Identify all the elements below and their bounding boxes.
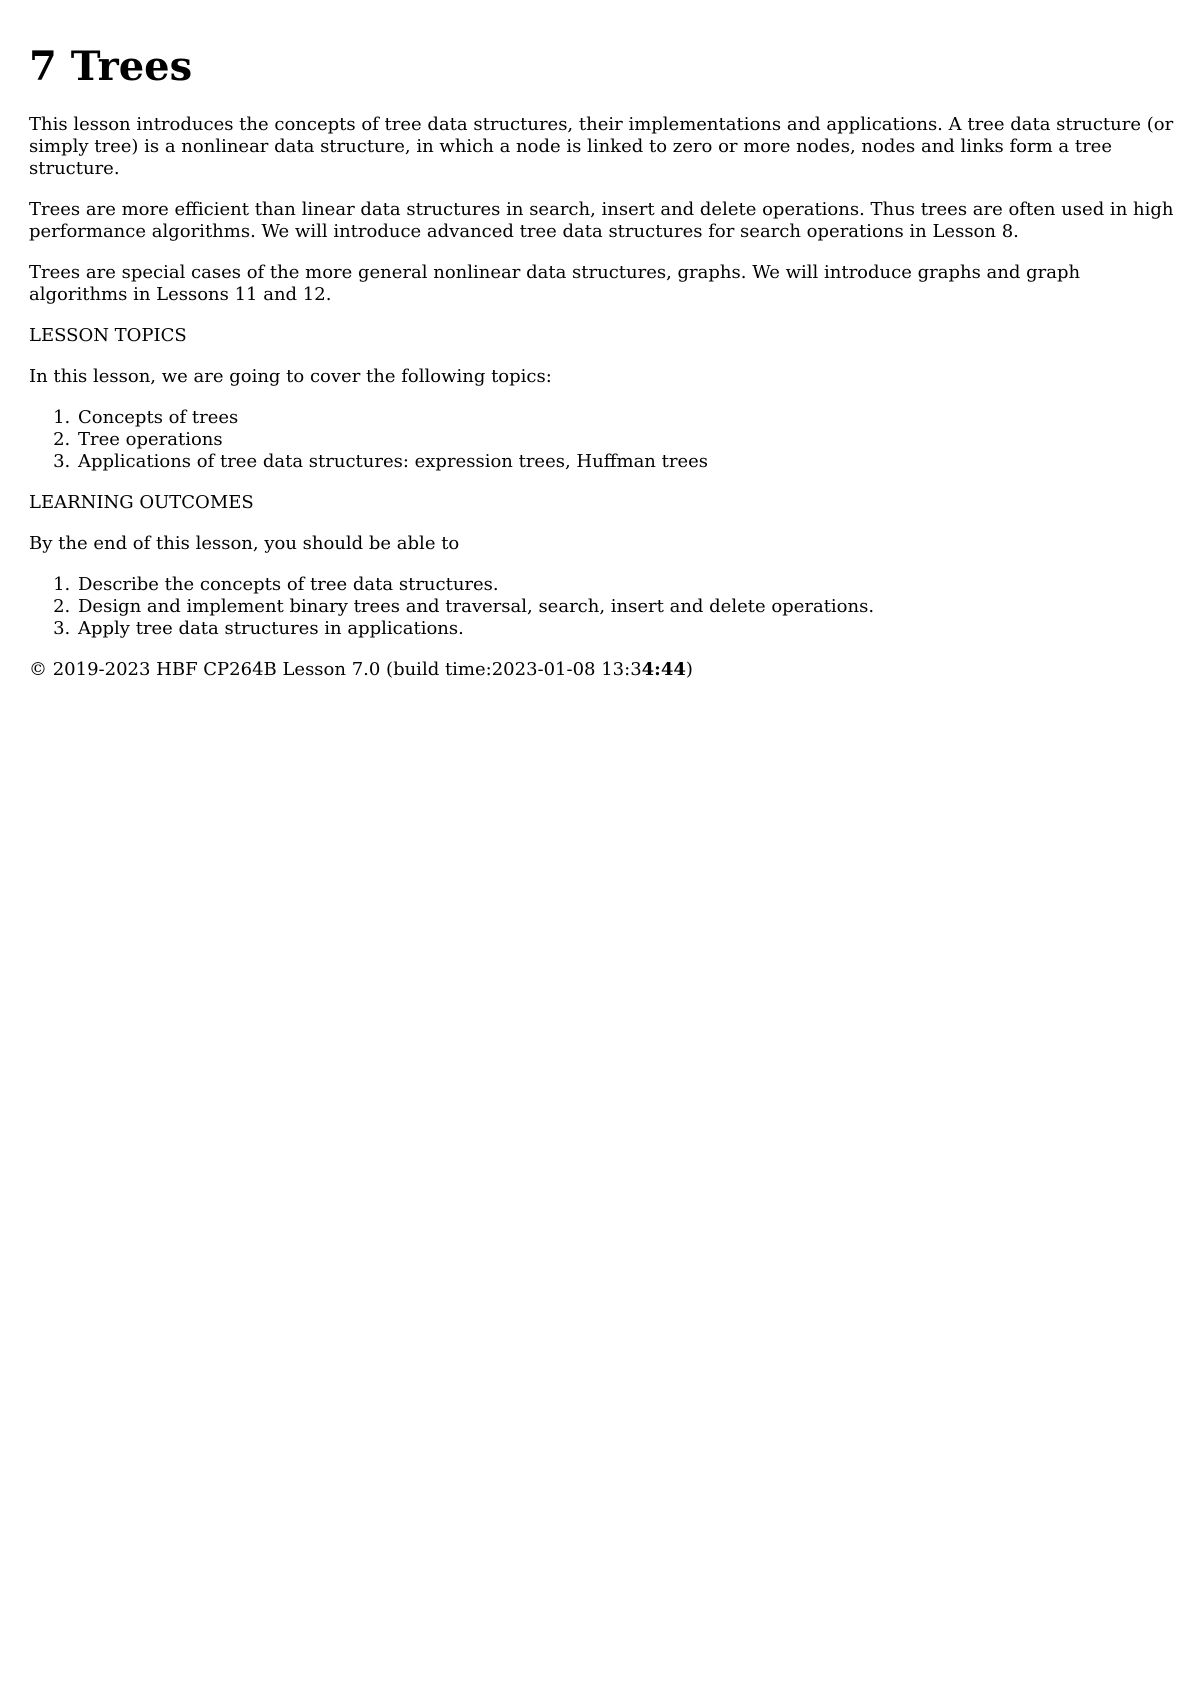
lesson-page bbox=[29, 40, 1179, 681]
page-title: 7 Trees bbox=[29, 43, 193, 90]
intro-paragraph-3: Trees are special cases of the more general nonlinear data structures, graphs. We will introduce graphs and graph algorithms in Lessons 11 and 12. bbox=[29, 262, 1081, 305]
intro-paragraph-1: This lesson introduces the concepts of tree data structures, their implementations and applications. A tree data structure (or simply tree) is a nonlinear data structure, in which a node is linked to zero or more nodes, nodes and links form a tree structure. bbox=[29, 114, 1174, 179]
footer-bold-text: 4:44 bbox=[641, 659, 686, 680]
list-item: 3. Apply tree data structures in applications. bbox=[76, 618, 1179, 640]
list-item: 1. Describe the concepts of tree data structures. bbox=[76, 574, 1179, 596]
intro-paragraph-2: Trees are more efficient than linear data structures in search, insert and delete operations. Thus trees are often used in high performance algorithms. We will introduce advanced tree data structures for search operations in Lesson 8. bbox=[29, 199, 1174, 242]
learning-outcomes-lead: By the end of this lesson, you should be able to bbox=[29, 533, 460, 554]
list-item: 2. Design and implement binary trees and traversal, search, insert and delete operations. bbox=[76, 596, 1179, 618]
lesson-topics-lead: In this lesson, we are going to cover the following topics: bbox=[29, 366, 552, 387]
copyright-footer bbox=[29, 659, 1179, 681]
learning-outcomes-heading: LEARNING OUTCOMES bbox=[29, 492, 254, 513]
list-item: 2. Tree operations bbox=[76, 429, 1179, 451]
lesson-topics-heading: LESSON TOPICS bbox=[29, 325, 187, 346]
footer-text: © 2019-2023 HBF CP264B Lesson 7.0 (build time:2023-01-08 13:3 bbox=[29, 659, 642, 680]
footer-suffix: ) bbox=[685, 659, 693, 680]
list-item: 3. Applications of tree data structures: expression trees, Huffman trees bbox=[76, 451, 1179, 473]
list-item: 1. Concepts of trees bbox=[76, 407, 1179, 429]
lesson-topics-list bbox=[29, 407, 1179, 473]
learning-outcomes-list bbox=[29, 574, 1179, 640]
